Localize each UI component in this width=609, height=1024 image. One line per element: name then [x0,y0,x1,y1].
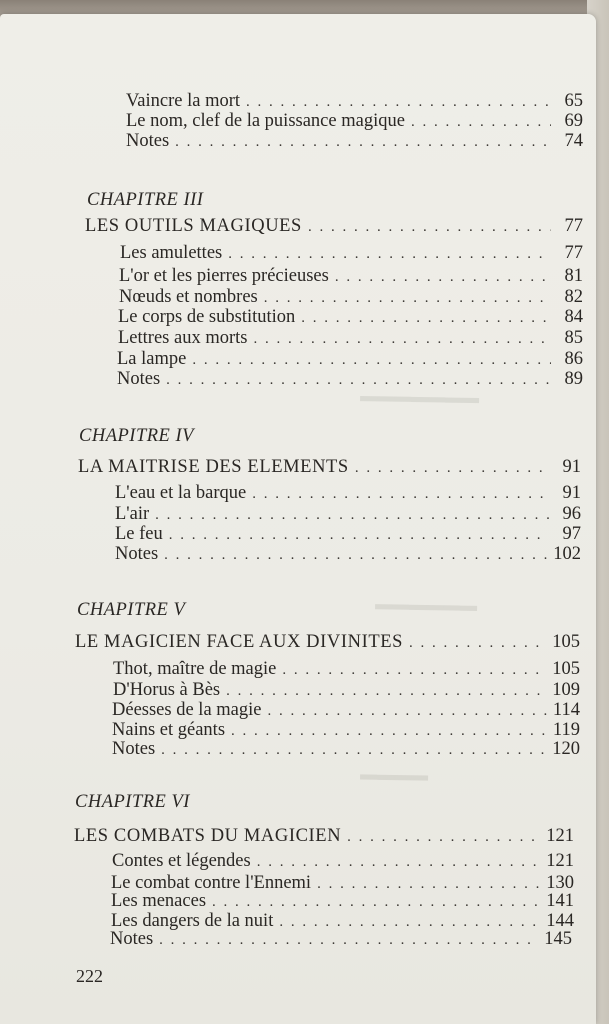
toc-entry [113,680,580,701]
chapter-title [78,457,581,478]
toc-entry [120,243,583,264]
toc-entry-label: Notes [115,544,159,564]
toc-entry-page: 102 [553,544,581,564]
toc-entry [115,483,581,504]
leader-dots [246,92,551,112]
leader-dots [212,892,540,912]
toc-entry-page: 74 [564,131,583,151]
toc-entry-label: Le feu [115,524,163,544]
leader-dots [161,740,546,760]
leader-dots [347,827,540,847]
toc-entry [112,700,580,721]
leader-dots [253,329,551,349]
toc-entry-label: Le combat contre l'Ennemi [111,873,312,893]
toc-entry-label: Déesses de la magie [112,700,262,720]
toc-entry [112,739,580,760]
chapter-title-text: LE MAGICIEN FACE AUX DIVINITES [75,632,404,652]
toc-entry-page: 121 [546,851,574,871]
toc-entry-label: Notes [117,369,161,389]
chapter-title [75,632,580,653]
toc-entry-label: D'Horus à Bès [113,680,221,700]
leader-dots [264,288,551,308]
toc-entry-page: 81 [564,266,583,286]
leader-dots [257,852,541,872]
book-page [0,14,596,1024]
leader-dots [228,244,551,264]
toc-entry-page: 97 [562,524,581,544]
leader-dots [301,308,551,328]
leader-dots [282,660,546,680]
toc-entry-page: 89 [564,369,583,389]
toc-entry [110,929,572,950]
toc-entry-label: L'air [115,504,150,524]
toc-entry-page: 145 [544,929,572,949]
toc-entry-page: 86 [564,349,583,369]
toc-entry [118,328,583,349]
toc-entry-label: Les amulettes [120,243,223,263]
toc-entry-label: L'or et les pierres précieuses [119,266,329,286]
toc-entry [115,524,581,545]
leader-dots [308,217,551,237]
leader-dots [252,484,549,504]
toc-entry-page: 141 [546,891,574,911]
toc-entry-page: 77 [564,243,583,263]
toc-entry-page: 144 [546,911,574,931]
toc-entry [126,131,583,152]
toc-entry [115,544,581,565]
toc-entry [111,891,574,912]
leader-dots [166,370,551,390]
toc-entry-label: Contes et légendes [112,851,251,871]
toc-entry-label: Lettres aux morts [118,328,248,348]
toc-entry-label: La lampe [117,349,187,369]
chapter-title-text: LES COMBATS DU MAGICIEN [74,826,342,846]
toc-entry-page: 96 [562,504,581,524]
toc-entry-page: 82 [564,287,583,307]
toc-entry-page: 85 [564,328,583,348]
toc-entry [115,504,581,525]
toc-entry [113,659,580,680]
leader-dots [409,633,546,653]
chapter-title-page: 77 [564,216,583,236]
leader-dots [159,930,538,950]
toc-entry-page: 105 [552,659,580,679]
toc-entry-label: Nains et géants [112,720,226,740]
toc-entry [119,266,583,287]
bleed-through-text: ▬▬▬▬▬▬ [374,600,478,621]
toc-entry-label: Nœuds et nombres [119,287,258,307]
chapter-title [74,826,574,847]
chapter-title-page: 91 [562,457,581,477]
leader-dots [155,505,549,525]
toc-entry [119,287,583,308]
toc-entry-page: 69 [564,111,583,131]
bleed-through-text: ▬▬▬▬ [359,770,429,791]
chapter-title-text: LES OUTILS MAGIQUES [85,216,302,236]
leader-dots [175,132,551,152]
toc-entry-page: 65 [564,91,583,111]
toc-entry [126,91,583,112]
toc-entry [112,720,580,741]
chapter-label: CHAPITRE IV [79,426,194,446]
toc-entry-page: 119 [552,720,580,740]
leader-dots [192,350,551,370]
toc-entry-page: 84 [564,307,583,327]
chapter-label: CHAPITRE V [77,600,186,620]
leader-dots [164,545,547,565]
leader-dots [169,525,549,545]
leader-dots [355,458,549,478]
chapter-label: CHAPITRE VI [75,792,190,812]
toc-entry-label: Thot, maître de magie [113,659,277,679]
chapter-label: CHAPITRE III [87,190,204,210]
toc-entry-label: Notes [126,131,170,151]
chapter-title-page: 121 [546,826,574,846]
toc-entry-label: L'eau et la barque [115,483,247,503]
leader-dots [335,267,551,287]
toc-entry-page: 109 [552,680,580,700]
toc-entry-label: Le corps de substitution [118,307,296,327]
toc-entry [126,111,583,132]
toc-entry-label: Le nom, clef de la puissance magique [126,111,405,131]
bleed-through-text: ▬▬▬▬▬▬▬ [359,391,480,414]
leader-dots [411,112,551,132]
toc-entry-label: Notes [110,929,154,949]
toc-entry-page: 114 [552,700,580,720]
toc-entry-page: 91 [562,483,581,503]
toc-entry [112,851,574,872]
toc-entry-label: Notes [112,739,156,759]
toc-entry [117,369,583,390]
toc-entry [118,307,583,328]
toc-entry [117,349,583,370]
page-number: 222 [76,966,103,986]
toc-entry-label: Les dangers de la nuit [111,911,274,931]
toc-entry-page: 130 [546,873,574,893]
toc-entry-page: 120 [552,739,580,759]
leader-dots [231,721,547,741]
leader-dots [226,681,546,701]
toc-entry-label: Les menaces [111,891,207,911]
chapter-title-text: LA MAITRISE DES ELEMENTS [78,457,349,477]
leader-dots [267,701,546,721]
toc-entry-label: Vaincre la mort [126,91,241,111]
chapter-title-page: 105 [552,632,580,652]
chapter-title [85,216,583,237]
